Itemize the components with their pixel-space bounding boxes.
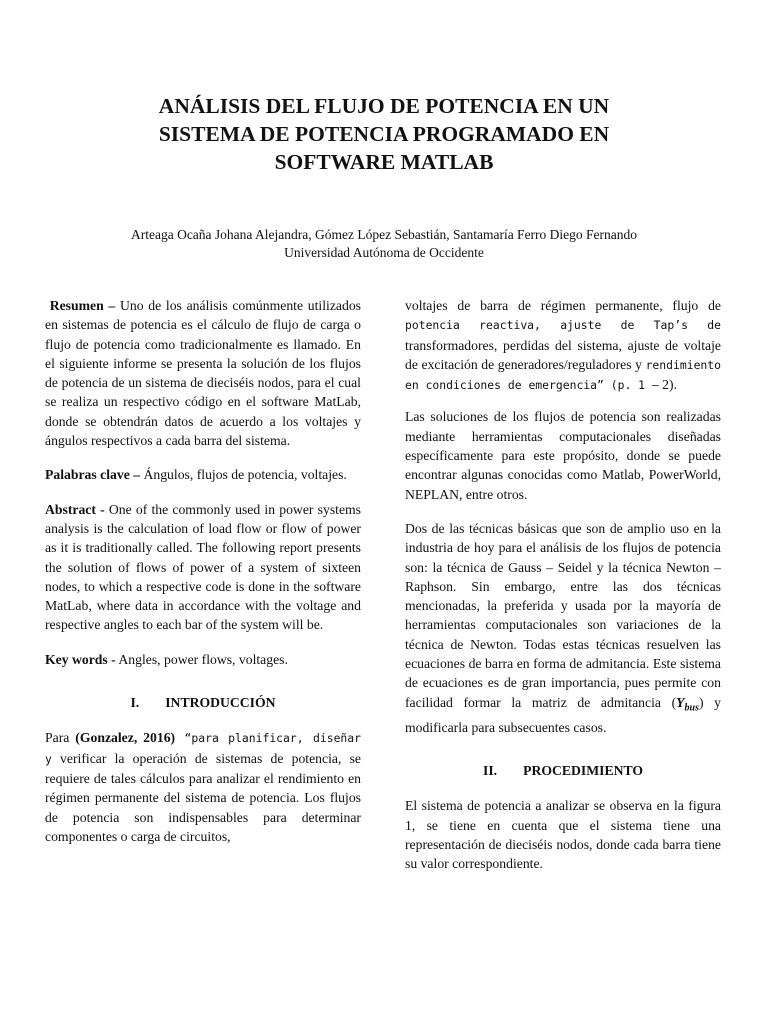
abstract-text: One of the commonly used in power systems analysis is the calculation of load flow or flow of power as it is traditionally called. The following report presents the solution of flows of power of a system of sixteen nodes, to which a respective code is done in the software MatLab, where data in accordance with the voltage and respective angles to each bar of the system will be. <box>45 501 361 633</box>
abstract-label: Abstract - <box>45 501 105 517</box>
author-list: Arteaga Ocaña Johana Alejandra, Gómez López Sebastián, Santamaría Ferro Diego Fernando <box>130 227 638 242</box>
resumen-paragraph <box>45 296 361 450</box>
quote-text-3: 2). <box>658 377 677 393</box>
section-heading-introduccion <box>45 693 361 712</box>
section-number: I. <box>130 695 140 711</box>
quote-text-1: voltajes de barra de régimen permanente, flujo de <box>405 298 721 313</box>
palabras-clave-paragraph <box>45 465 361 484</box>
affiliation: Universidad Autónoma de Occidente <box>284 245 484 260</box>
resumen-text: Uno de los análisis comúnmente utilizados en sistemas de potencia es el cálculo de flujo de carga o flujo de potencia como tradicionalmente es llamado. En el siguiente informe se presenta la solución de los flujos de potencia de un sistema de dieciséis nodos, para el cual se realiza un respectivo código en el software MatLab, donde se obtendrán datos de acuerdo a los voltajes y ángulos respectivos a cada barra del sistema. <box>45 298 361 449</box>
title-line-1: ANÁLISIS DEL FLUJO DE POTENCIA EN UN <box>158 94 610 118</box>
ybus-paren-close: ) <box>698 694 704 710</box>
quote-mono-2: rendimiento en condiciones de emergencia” (p. 1 – <box>405 357 721 393</box>
intro-citation: (Gonzalez, 2016) <box>75 730 176 746</box>
section-heading-procedimiento <box>405 761 721 780</box>
author-block <box>60 226 708 262</box>
title-line-3: SOFTWARE MATLAB <box>274 150 494 174</box>
keywords-paragraph <box>45 650 361 669</box>
keywords-text: Angles, power flows, voltages. <box>115 651 288 667</box>
palabras-clave-text: Ángulos, flujos de potencia, voltajes. <box>140 467 347 483</box>
section-title: INTRODUCCIÓN <box>165 695 276 711</box>
quote-text-2: transformadores, perdidas del sistema, ajuste de voltaje de excitación de generadores/reguladores y <box>405 337 721 372</box>
section-title: PROCEDIMIENTO <box>523 762 643 778</box>
section-number: II. <box>483 762 498 778</box>
quote-continuation-paragraph <box>405 296 721 395</box>
ybus-subscript: bus <box>684 702 699 714</box>
ybus-math <box>671 694 704 714</box>
palabras-clave-label: Palabras clave – <box>45 467 141 483</box>
resumen-label: Resumen – <box>49 298 116 313</box>
procedimiento-paragraph: El sistema de potencia a analizar se observa en la figura 1, se tiene en cuenta que el sistema tiene una representación de dieciséis nodos, donde cada barra tiene su valor correspondiente. <box>405 798 721 872</box>
intro-paragraph <box>45 728 361 846</box>
left-column <box>45 296 361 861</box>
right-column <box>405 296 721 888</box>
ybus-symbol <box>676 694 699 714</box>
software-paragraph: Las soluciones de los flujos de potencia son realizadas mediante herramientas computacionales diseñadas específicamente para este propósito, donde se puede encontrar algunas conocidas como Matlab, PowerWorld, NEPLAN, entre otros. <box>405 409 721 502</box>
intro-quote-start: “para planificar, diseñar y <box>45 731 362 766</box>
techniques-text-end: y modificarla para subsecuentes casos. <box>405 694 722 735</box>
abstract-paragraph <box>45 500 361 635</box>
intro-text: verificar la operación de sistemas de potencia, se requiere de tales cálculos para analizar el rendimiento en régimen permanente del sistema de potencia. Los flujos de potencia son indispensables para determinar componentes o carga de circuitos, <box>45 750 361 844</box>
paper-title <box>80 92 688 176</box>
techniques-text: Dos de las técnicas básicas que son de amplio uso en la industria de hoy para el análisis de los flujos de potencia son: la técnica de Gauss – Seidel y la técnica Newton – Raphson. Sin embargo, entre las dos técnicas mencionadas, la preferida y usada por la mayoría de herramientas computacionales son variaciones de la técnica de Newton. Todas estas técnicas resuelven las ecuaciones de barra en forma de admitancia. Este sistema de ecuaciones es de gran importancia, pues permite con facilidad formar la matriz de admitancia <box>405 520 721 710</box>
intro-pre: Para <box>45 730 76 746</box>
techniques-paragraph <box>405 519 721 737</box>
ybus-paren-open: ( <box>671 694 677 710</box>
keywords-label: Key words - <box>45 651 116 667</box>
ybus-y: Y <box>676 694 685 710</box>
title-line-2: SISTEMA DE POTENCIA PROGRAMADO EN <box>158 122 610 146</box>
quote-mono-1: potencia reactiva, ajuste de Tap’s de <box>405 318 721 333</box>
